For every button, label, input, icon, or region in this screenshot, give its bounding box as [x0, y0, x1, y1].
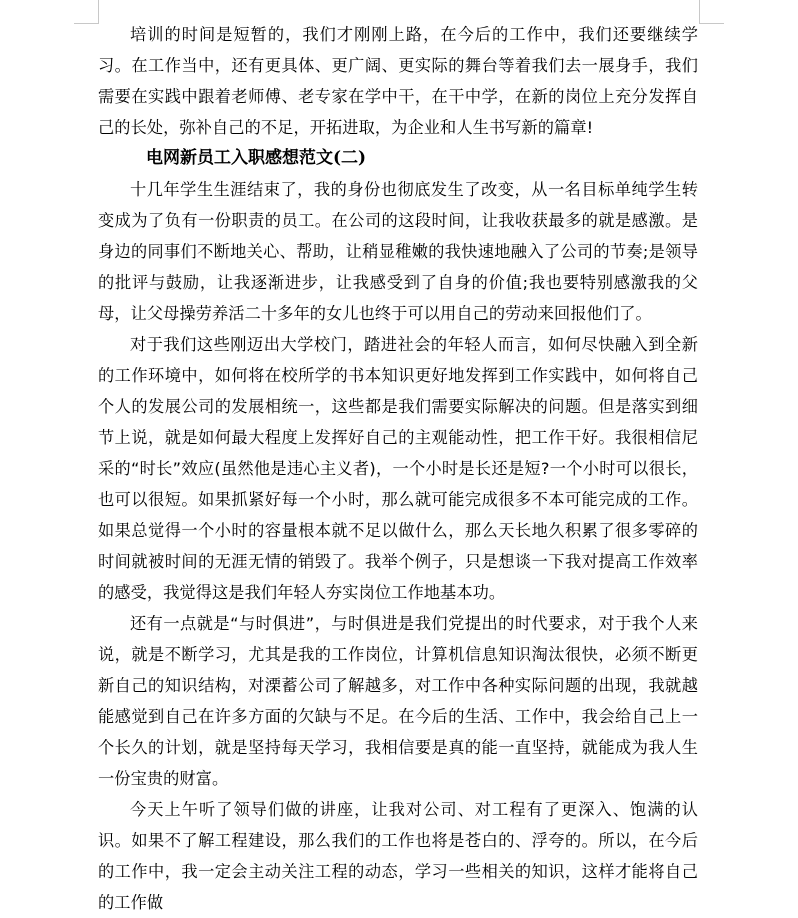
paragraph-2: 对于我们这些刚迈出大学校门，踏进社会的年轻人而言，如何尽快融入到全新的工作环境中，如何将在校所学的书本知识更好地发挥到工作实践中，如何将自己个人的发展公司的发展相统一，这些都是我们需要实际解决的问题。但是落实到细节上说，就是如何最大程度上发挥好自己的主观能动性，把工作干好。我很相信尼采的“时长”效应(虽然他是违心主义者)，一个小时是长还是短?一个小时可以很长，也可以很短。如果抓紧好每一个小时，那么就可能完成很多不本可能完成的工作。如果总觉得一个小时的容量根本就不足以做什么，那么天长地久积累了很多零碎的时间就被时间的无涯无情的销毁了。我举个例子，只是想谈一下我对提高工作效率的感受，我觉得这是我们年轻人夯实岗位工作地基本功。 — [98, 335, 698, 602]
top-left-margin-mark — [74, 0, 99, 24]
paragraph-4: 今天上午听了领导们做的讲座，让我对公司、对工程有了更深入、饱满的认识。如果不了解工程建设，那么我们的工作也将是苍白的、浮夸的。所以，在今后的工作中，我一定会主动关注工程的动态，学习一些相关的知识，这样才能将自己的工作做 — [98, 800, 698, 912]
document-body — [98, 19, 698, 918]
section-heading: 电网新员工入职感想范文(二) — [146, 148, 367, 168]
paragraph-3: 还有一点就是“与时俱进”，与时俱进是我们党提出的时代要求，对于我个人来说，就是不断学习，尤其是我的工作岗位，计算机信息知识淘汰很快，必须不断更新自己的知识结构，对溧蓄公司了解越多，对工作中各种实际问题的出现，我就越能感觉到自己在许多方面的欠缺与不足。在今后的生活、工作中，我会给自己上一个长久的计划，就是坚持每天学习，我相信要是真的能一直坚持，就能成为我人生一份宝贵的财富。 — [98, 614, 698, 788]
top-right-margin-mark — [699, 0, 724, 24]
paragraph-1: 十几年学生生涯结束了，我的身份也彻底发生了改变，从一名目标单纯学生转变成为了负有一份职责的员工。在公司的这段时间，让我收获最多的就是感激。是身边的同事们不断地关心、帮助，让稍显稚嫩的我快速地融入了公司的节奏;是领导的批评与鼓励，让我逐渐进步，让我感受到了自身的价值;我也要特别感激我的父母，让父母操劳养活二十多年的女儿也终于可以用自己的劳动来回报他们了。 — [98, 180, 698, 323]
paragraph-intro: 培训的时间是短暂的，我们才刚刚上路，在今后的工作中，我们还要继续学习。在工作当中，还有更具体、更广阔、更实际的舞台等着我们去一展身手，我们需要在实践中跟着老师傅、老专家在学中干，在干中学，在新的岗位上充分发挥自己的长处，弥补自己的不足，开拓进取，为企业和人生书写新的篇章! — [98, 25, 698, 137]
